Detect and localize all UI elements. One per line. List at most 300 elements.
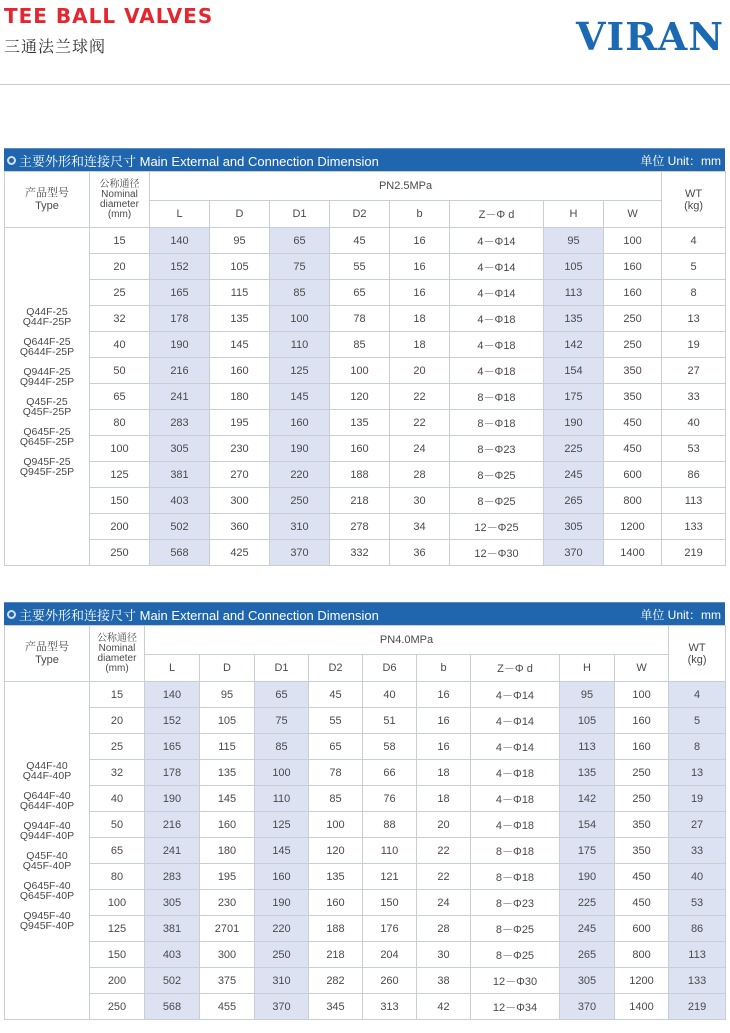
column-header: D6 — [363, 655, 417, 682]
table-cell: 270 — [210, 462, 270, 488]
model-number: Q945F-40P — [19, 920, 75, 932]
table-cell: 85 — [309, 786, 363, 812]
table-cell: 450 — [604, 436, 662, 462]
table-cell: 115 — [200, 734, 255, 760]
table-cell: 16 — [390, 254, 450, 280]
table-cell: 65 — [255, 682, 309, 708]
table-cell: 204 — [363, 942, 417, 968]
table-cell: 152 — [145, 708, 200, 734]
table-cell: 160 — [615, 708, 669, 734]
table-cell: 1400 — [615, 994, 669, 1020]
table-cell: 18 — [390, 332, 450, 358]
table-row — [5, 890, 726, 916]
table-cell: 250 — [270, 488, 330, 514]
table-cell: 140 — [145, 682, 200, 708]
table-cell: 800 — [615, 942, 669, 968]
table-cell: 95 — [210, 228, 270, 254]
table-cell: 27 — [662, 358, 726, 384]
table-cell: 300 — [200, 942, 255, 968]
table-row — [5, 462, 726, 488]
table-cell: 113 — [560, 734, 615, 760]
table-cell: 4 — [669, 682, 726, 708]
table-cell: 568 — [145, 994, 200, 1020]
table-cell: 245 — [544, 462, 604, 488]
table-row — [5, 280, 726, 306]
table-cell: 55 — [330, 254, 390, 280]
nominal-diameter-cell: 250 — [90, 994, 145, 1020]
table-row — [5, 812, 726, 838]
model-number: Q944F-40P — [19, 830, 75, 842]
table-cell: 125 — [255, 812, 309, 838]
table-cell: 135 — [330, 410, 390, 436]
table-cell: 8－Φ18 — [471, 838, 560, 864]
table-cell: 4－Φ18 — [450, 358, 544, 384]
model-number: Q644F-25 — [23, 335, 71, 348]
table-cell: 75 — [255, 708, 309, 734]
nominal-diameter-cell: 25 — [90, 280, 150, 306]
model-number: Q644F-40 — [23, 789, 71, 802]
unit-label: 单位 Unit：mm — [640, 153, 721, 168]
table-cell: 195 — [200, 864, 255, 890]
table-cell: 2701 — [200, 916, 255, 942]
table-cell: 120 — [309, 838, 363, 864]
table-cell: 800 — [604, 488, 662, 514]
table-cell: 40 — [363, 682, 417, 708]
table-cell: 403 — [145, 942, 200, 968]
table-cell: 20 — [390, 358, 450, 384]
table-cell: 33 — [669, 838, 726, 864]
table-cell: 8－Φ18 — [450, 410, 544, 436]
column-header: b — [390, 201, 450, 228]
table-row — [5, 864, 726, 890]
table-cell: 178 — [145, 760, 200, 786]
nominal-diameter-cell: 100 — [90, 436, 150, 462]
nominal-diameter-cell: 125 — [90, 462, 150, 488]
table-cell: 350 — [615, 812, 669, 838]
table-row — [5, 942, 726, 968]
table-cell: 160 — [200, 812, 255, 838]
model-number: Q44F-40P — [22, 770, 72, 782]
table-cell: 450 — [615, 864, 669, 890]
nominal-diameter-cell: 50 — [90, 358, 150, 384]
table-cell: 300 — [210, 488, 270, 514]
table-cell: 260 — [363, 968, 417, 994]
brand-logo: VIRAN — [575, 14, 724, 59]
table-cell: 154 — [560, 812, 615, 838]
table-cell: 22 — [390, 384, 450, 410]
table-cell: 13 — [662, 306, 726, 332]
table-cell: 85 — [270, 280, 330, 306]
table-cell: 86 — [662, 462, 726, 488]
nominal-diameter-cell: 40 — [90, 786, 145, 812]
table-cell: 4－Φ18 — [471, 812, 560, 838]
table-cell: 305 — [145, 890, 200, 916]
table-cell: 5 — [669, 708, 726, 734]
table-cell: 150 — [363, 890, 417, 916]
table-row — [5, 838, 726, 864]
table-cell: 455 — [200, 994, 255, 1020]
table-cell: 225 — [544, 436, 604, 462]
column-header: D — [210, 201, 270, 228]
table-cell: 152 — [150, 254, 210, 280]
table-cell: 95 — [200, 682, 255, 708]
nominal-diameter-cell: 200 — [90, 514, 150, 540]
table-cell: 133 — [669, 968, 726, 994]
table-row — [5, 358, 726, 384]
table-cell: 135 — [200, 760, 255, 786]
table-cell: 176 — [363, 916, 417, 942]
table-cell: 30 — [417, 942, 471, 968]
table-cell: 113 — [662, 488, 726, 514]
table-cell: 100 — [309, 812, 363, 838]
table-cell: 140 — [150, 228, 210, 254]
table-row — [5, 540, 726, 566]
table-cell: 78 — [309, 760, 363, 786]
model-number: Q645F-40P — [19, 890, 75, 902]
table-cell: 135 — [309, 864, 363, 890]
table-cell: 350 — [615, 838, 669, 864]
table-cell: 12－Φ30 — [450, 540, 544, 566]
table-cell: 34 — [390, 514, 450, 540]
table-cell: 216 — [145, 812, 200, 838]
page-subtitle: 三通法兰球阀 — [4, 39, 107, 56]
table-cell: 8－Φ23 — [450, 436, 544, 462]
table-row — [5, 708, 726, 734]
table-cell: 278 — [330, 514, 390, 540]
bullet-icon — [7, 610, 16, 619]
table-row — [5, 332, 726, 358]
table-cell: 216 — [150, 358, 210, 384]
table-cell: 332 — [330, 540, 390, 566]
table-row — [5, 514, 726, 540]
table-row — [5, 968, 726, 994]
table-cell: 66 — [363, 760, 417, 786]
table-cell: 105 — [560, 708, 615, 734]
table-cell: 8－Φ18 — [471, 864, 560, 890]
table-cell: 45 — [330, 228, 390, 254]
table-cell: 113 — [544, 280, 604, 306]
table-cell: 450 — [604, 410, 662, 436]
table-cell: 16 — [417, 682, 471, 708]
column-header: D — [200, 655, 255, 682]
table-cell: 220 — [255, 916, 309, 942]
table-cell: 310 — [270, 514, 330, 540]
table-cell: 175 — [560, 838, 615, 864]
table-cell: 250 — [255, 942, 309, 968]
section-bar — [4, 148, 725, 171]
table-cell: 40 — [662, 410, 726, 436]
table-cell: 145 — [270, 384, 330, 410]
table-cell: 38 — [417, 968, 471, 994]
table-cell: 4－Φ18 — [450, 306, 544, 332]
table-cell: 27 — [669, 812, 726, 838]
nominal-diameter-cell: 150 — [90, 488, 150, 514]
table-cell: 241 — [150, 384, 210, 410]
table-cell: 4－Φ18 — [450, 332, 544, 358]
table-cell: 22 — [417, 838, 471, 864]
table-cell: 4－Φ18 — [471, 786, 560, 812]
model-list — [5, 682, 90, 1020]
table-cell: 28 — [417, 916, 471, 942]
table-cell: 370 — [560, 994, 615, 1020]
pressure-header: PN4.0MPa — [145, 626, 669, 655]
table-cell: 65 — [330, 280, 390, 306]
table-cell: 20 — [417, 812, 471, 838]
page-header — [0, 0, 730, 86]
table-cell: 180 — [200, 838, 255, 864]
table-cell: 100 — [615, 682, 669, 708]
model-number: Q945F-40 — [23, 909, 71, 922]
model-number: Q44F-25 — [26, 305, 68, 318]
column-header: W — [615, 655, 669, 682]
table-row — [5, 994, 726, 1020]
table-cell: 18 — [417, 786, 471, 812]
table-cell: 110 — [255, 786, 309, 812]
table-cell: 105 — [210, 254, 270, 280]
table-cell: 142 — [560, 786, 615, 812]
section-bar — [4, 602, 725, 625]
table-cell: 230 — [200, 890, 255, 916]
column-header: b — [417, 655, 471, 682]
table-cell: 105 — [200, 708, 255, 734]
table-cell: 175 — [544, 384, 604, 410]
table-cell: 600 — [615, 916, 669, 942]
table-cell: 75 — [270, 254, 330, 280]
table-cell: 145 — [200, 786, 255, 812]
table-cell: 22 — [390, 410, 450, 436]
table-cell: 42 — [417, 994, 471, 1020]
table-cell: 1200 — [604, 514, 662, 540]
table-cell: 425 — [210, 540, 270, 566]
table-cell: 16 — [390, 280, 450, 306]
table-cell: 100 — [604, 228, 662, 254]
table-cell: 4－Φ14 — [471, 682, 560, 708]
nominal-diameter-cell: 15 — [90, 682, 145, 708]
table-cell: 160 — [210, 358, 270, 384]
table-cell: 283 — [150, 410, 210, 436]
table-cell: 8 — [662, 280, 726, 306]
table-row — [5, 254, 726, 280]
table-cell: 250 — [604, 306, 662, 332]
dimension-section-pn25 — [4, 148, 725, 566]
table-cell: 283 — [145, 864, 200, 890]
table-cell: 135 — [560, 760, 615, 786]
table-row — [5, 306, 726, 332]
table-cell: 4－Φ14 — [450, 254, 544, 280]
table-cell: 16 — [417, 734, 471, 760]
table-cell: 375 — [200, 968, 255, 994]
model-number: Q645F-25 — [23, 425, 71, 438]
table-cell: 8－Φ25 — [471, 942, 560, 968]
table-cell: 55 — [309, 708, 363, 734]
table-row — [5, 916, 726, 942]
table-cell: 30 — [390, 488, 450, 514]
table-cell: 381 — [145, 916, 200, 942]
table-cell: 58 — [363, 734, 417, 760]
table-row — [5, 488, 726, 514]
table-cell: 121 — [363, 864, 417, 890]
model-number: Q944F-25 — [23, 365, 71, 378]
table-row — [5, 734, 726, 760]
model-list — [5, 228, 90, 566]
section-title: 主要外形和连接尺寸 Main External and Connection Dimension — [19, 607, 379, 623]
model-number: Q944F-40 — [23, 819, 71, 832]
table-cell: 241 — [145, 838, 200, 864]
nominal-diameter-cell: 250 — [90, 540, 150, 566]
table-cell: 160 — [615, 734, 669, 760]
table-cell: 16 — [390, 228, 450, 254]
table-cell: 19 — [662, 332, 726, 358]
table-cell: 265 — [560, 942, 615, 968]
table-cell: 16 — [417, 708, 471, 734]
table-cell: 313 — [363, 994, 417, 1020]
table-cell: 250 — [615, 786, 669, 812]
table-cell: 265 — [544, 488, 604, 514]
table-cell: 8 — [669, 734, 726, 760]
unit-label: 单位 Unit：mm — [640, 607, 721, 622]
table-row — [5, 682, 726, 708]
dimension-section-pn40 — [4, 602, 725, 1020]
table-cell: 250 — [615, 760, 669, 786]
table-cell: 4 — [662, 228, 726, 254]
nominal-diameter-cell: 65 — [90, 384, 150, 410]
table-cell: 360 — [210, 514, 270, 540]
nominal-diameter-cell: 80 — [90, 864, 145, 890]
table-cell: 450 — [615, 890, 669, 916]
table-row — [5, 410, 726, 436]
table-cell: 381 — [150, 462, 210, 488]
product-type-header: 产品型号 Type — [5, 626, 90, 682]
table-cell: 8－Φ25 — [450, 488, 544, 514]
nominal-diameter-header: 公称通径 Nominal diameter (mm) — [90, 626, 145, 682]
dimension-table — [4, 171, 726, 566]
column-header: H — [544, 201, 604, 228]
table-cell: 53 — [669, 890, 726, 916]
table-cell: 345 — [309, 994, 363, 1020]
table-cell: 85 — [255, 734, 309, 760]
table-cell: 502 — [150, 514, 210, 540]
table-cell: 370 — [270, 540, 330, 566]
table-cell: 13 — [669, 760, 726, 786]
column-header: D1 — [255, 655, 309, 682]
table-cell: 568 — [150, 540, 210, 566]
nominal-diameter-cell: 80 — [90, 410, 150, 436]
table-cell: 250 — [604, 332, 662, 358]
model-number: Q645F-25P — [19, 436, 75, 448]
table-cell: 100 — [270, 306, 330, 332]
weight-header: WT (kg) — [662, 172, 726, 228]
table-row — [5, 436, 726, 462]
nominal-diameter-cell: 15 — [90, 228, 150, 254]
model-number: Q44F-25P — [22, 316, 72, 328]
table-cell: 24 — [417, 890, 471, 916]
table-cell: 5 — [662, 254, 726, 280]
table-cell: 28 — [390, 462, 450, 488]
table-cell: 190 — [145, 786, 200, 812]
table-cell: 135 — [210, 306, 270, 332]
table-cell: 305 — [560, 968, 615, 994]
model-number: Q945F-25 — [23, 455, 71, 468]
table-cell: 120 — [330, 384, 390, 410]
table-cell: 24 — [390, 436, 450, 462]
table-cell: 100 — [255, 760, 309, 786]
nominal-diameter-cell: 20 — [90, 708, 145, 734]
model-number: Q45F-40 — [26, 849, 68, 862]
page-title: TEE BALL VALVES — [4, 4, 214, 28]
table-cell: 190 — [544, 410, 604, 436]
column-header: L — [150, 201, 210, 228]
table-cell: 113 — [669, 942, 726, 968]
table-cell: 12－Φ30 — [471, 968, 560, 994]
table-row — [5, 786, 726, 812]
table-cell: 135 — [544, 306, 604, 332]
table-cell: 600 — [604, 462, 662, 488]
model-number: Q45F-25P — [22, 406, 72, 418]
table-cell: 76 — [363, 786, 417, 812]
table-cell: 4－Φ14 — [450, 280, 544, 306]
table-cell: 85 — [330, 332, 390, 358]
table-cell: 165 — [145, 734, 200, 760]
model-number: Q45F-40P — [22, 860, 72, 872]
nominal-diameter-cell: 40 — [90, 332, 150, 358]
table-cell: 4－Φ14 — [450, 228, 544, 254]
nominal-diameter-cell: 32 — [90, 306, 150, 332]
table-cell: 8－Φ23 — [471, 890, 560, 916]
table-cell: 110 — [363, 838, 417, 864]
model-number: Q945F-25P — [19, 466, 75, 478]
table-cell: 403 — [150, 488, 210, 514]
table-cell: 305 — [544, 514, 604, 540]
nominal-diameter-cell: 65 — [90, 838, 145, 864]
column-header: Z－Φ d — [471, 655, 560, 682]
nominal-diameter-cell: 20 — [90, 254, 150, 280]
model-number: Q44F-40 — [26, 759, 68, 772]
table-cell: 190 — [255, 890, 309, 916]
table-cell: 160 — [604, 254, 662, 280]
table-cell: 190 — [270, 436, 330, 462]
table-cell: 1400 — [604, 540, 662, 566]
table-cell: 95 — [544, 228, 604, 254]
table-cell: 1200 — [615, 968, 669, 994]
table-cell: 160 — [270, 410, 330, 436]
table-cell: 65 — [270, 228, 330, 254]
table-cell: 4－Φ14 — [471, 708, 560, 734]
table-cell: 190 — [150, 332, 210, 358]
table-cell: 220 — [270, 462, 330, 488]
table-cell: 219 — [669, 994, 726, 1020]
table-cell: 370 — [255, 994, 309, 1020]
table-cell: 8－Φ25 — [450, 462, 544, 488]
table-cell: 110 — [270, 332, 330, 358]
table-cell: 188 — [309, 916, 363, 942]
table-cell: 53 — [662, 436, 726, 462]
table-cell: 225 — [560, 890, 615, 916]
table-cell: 12－Φ25 — [450, 514, 544, 540]
section-title: 主要外形和连接尺寸 Main External and Connection Dimension — [19, 153, 379, 169]
table-cell: 22 — [417, 864, 471, 890]
table-cell: 502 — [145, 968, 200, 994]
table-cell: 88 — [363, 812, 417, 838]
table-cell: 8－Φ25 — [471, 916, 560, 942]
table-cell: 350 — [604, 358, 662, 384]
column-header: D2 — [330, 201, 390, 228]
column-header: Z－Φ d — [450, 201, 544, 228]
table-cell: 160 — [309, 890, 363, 916]
column-header: D1 — [270, 201, 330, 228]
model-number: Q944F-25P — [19, 376, 75, 388]
table-cell: 100 — [330, 358, 390, 384]
table-cell: 282 — [309, 968, 363, 994]
